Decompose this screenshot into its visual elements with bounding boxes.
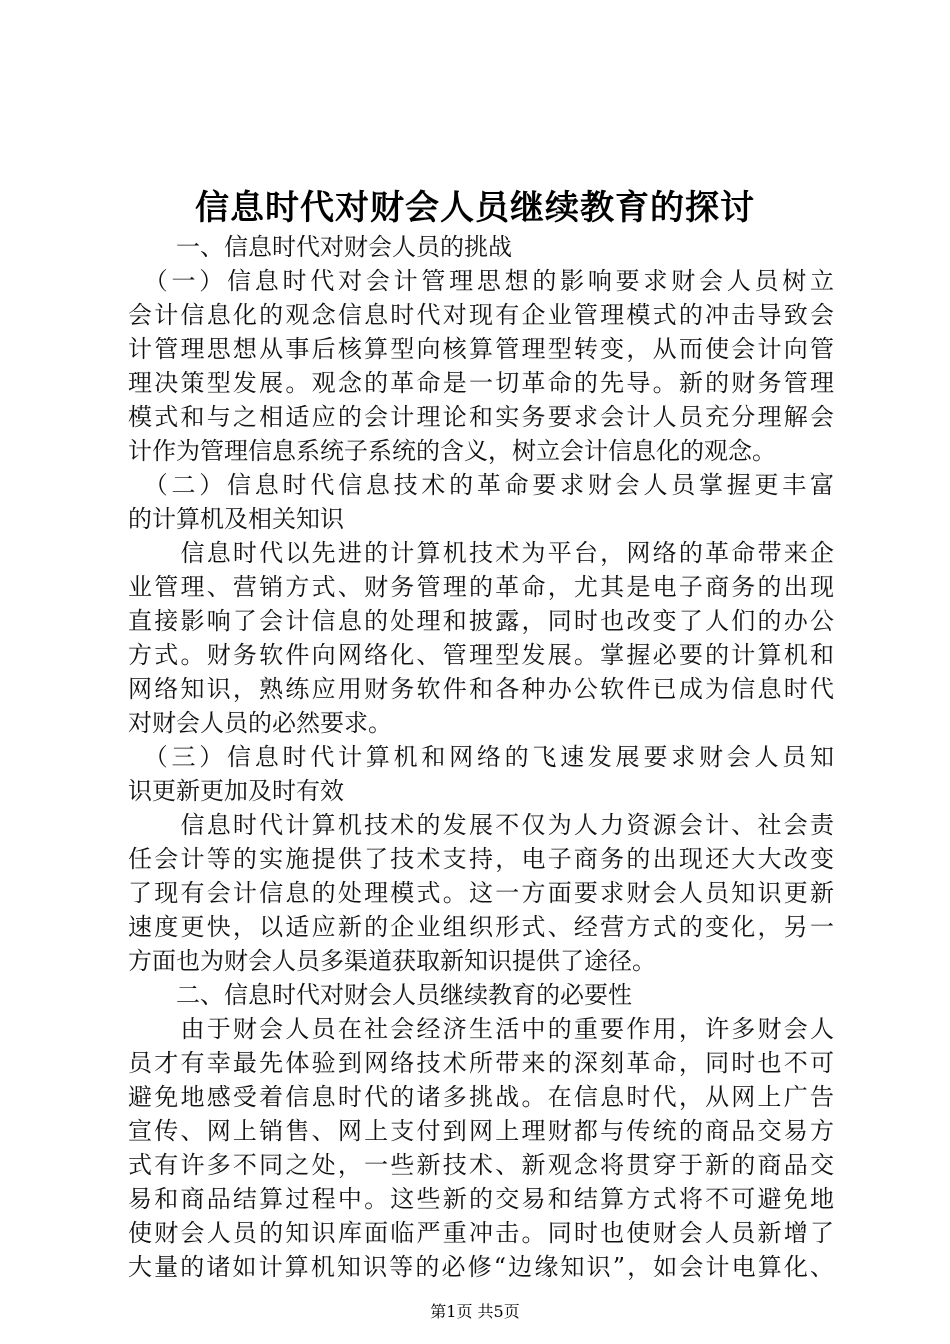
text-line: 任会计等的实施提供了技术支持，电子商务的出现还大大改变	[128, 845, 834, 873]
text-line: 二、信息时代对财会人员继续教育的必要性	[128, 981, 632, 1009]
text-line: 式有许多不同之处，一些新技术、新观念将贯穿于新的商品交	[128, 1151, 834, 1179]
text-line: 避免地感受着信息时代的诸多挑战。在信息时代，从网上广告	[128, 1083, 834, 1111]
text-line: 计管理思想从事后核算型向核算管理型转变，从而使会计向管	[128, 335, 834, 363]
text-line: 了现有会计信息的处理模式。这一方面要求财会人员知识更新	[128, 879, 834, 907]
text-line: 宣传、网上销售、网上支付到网上理财都与传统的商品交易方	[128, 1117, 834, 1145]
text-line: 员才有幸最先体验到网络技术所带来的深刻革命，同时也不可	[128, 1049, 834, 1077]
text-line: 对财会人员的必然要求。	[128, 709, 392, 737]
text-line: 网络知识，熟练应用财务软件和各种办公软件已成为信息时代	[128, 675, 834, 703]
text-line: 信息时代计算机技术的发展不仅为人力资源会计、社会责	[128, 811, 834, 839]
text-line: 识更新更加及时有效	[128, 777, 344, 805]
text-line: 业管理、营销方式、财务管理的革命，尤其是电子商务的出现	[128, 573, 834, 601]
document-body	[128, 230, 834, 1284]
text-line: 速度更快，以适应新的企业组织形式、经营方式的变化，另一	[128, 913, 834, 941]
page-footer: 第1页 共5页	[430, 1302, 520, 1321]
text-line: 大量的诸如计算机知识等的必修“边缘知识”，如会计电算化、	[128, 1253, 834, 1281]
text-line: 会计信息化的观念信息时代对现有企业管理模式的冲击导致会	[128, 301, 834, 329]
text-line: 由于财会人员在社会经济生活中的重要作用，许多财会人	[128, 1015, 834, 1043]
text-line: 使财会人员的知识库面临严重冲击。同时也使财会人员新增了	[128, 1219, 834, 1247]
text-line: 计作为管理信息系统子系统的含义，树立会计信息化的观念。	[128, 437, 776, 465]
text-line: 直接影响了会计信息的处理和披露，同时也改变了人们的办公	[128, 607, 834, 635]
text-line: 一、信息时代对财会人员的挑战	[128, 233, 512, 261]
text-line: 的计算机及相关知识	[128, 505, 344, 533]
text-line: 方面也为财会人员多渠道获取新知识提供了途径。	[128, 947, 656, 975]
text-line: 理决策型发展。观念的革命是一切革命的先导。新的财务管理	[128, 369, 834, 397]
text-line: 方式。财务软件向网络化、管理型发展。掌握必要的计算机和	[128, 641, 834, 669]
text-line: 易和商品结算过程中。这些新的交易和结算方式将不可避免地	[128, 1185, 834, 1213]
text-line: （二）信息时代信息技术的革命要求财会人员掌握更丰富	[128, 471, 834, 499]
text-line: （一）信息时代对会计管理思想的影响要求财会人员树立	[128, 267, 834, 295]
text-line: 信息时代以先进的计算机技术为平台，网络的革命带来企	[128, 539, 834, 567]
document-title: 信息时代对财会人员继续教育的探讨	[195, 188, 755, 228]
text-line: 模式和与之相适应的会计理论和实务要求会计人员充分理解会	[128, 403, 834, 431]
text-line: （三）信息时代计算机和网络的飞速发展要求财会人员知	[128, 743, 834, 771]
